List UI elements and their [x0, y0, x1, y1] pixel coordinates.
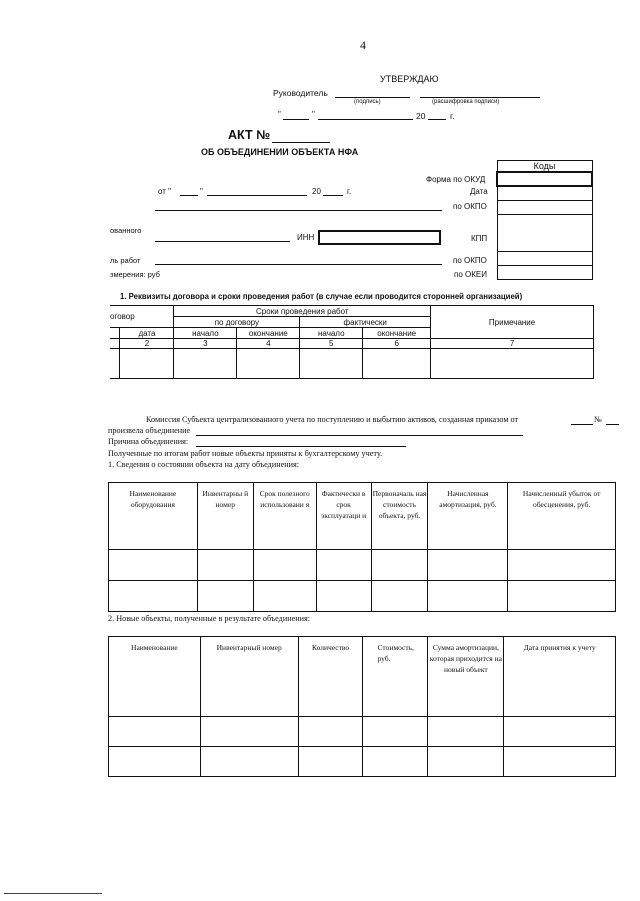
table-cell[interactable]: [428, 717, 504, 747]
okpo1-label: по ОКПО: [453, 202, 487, 211]
date-label: Дата: [470, 187, 488, 196]
signature-line[interactable]: [335, 97, 410, 98]
decode-caption: (расшифровка подписи): [432, 99, 500, 105]
table-row: [109, 747, 616, 777]
table-cell[interactable]: [371, 581, 428, 612]
col-num-2: 2: [120, 339, 174, 349]
t2-header-name: Наименование оборудования: [109, 483, 198, 550]
approval-quote-open: ": [278, 110, 281, 119]
col-num-7: 7: [431, 339, 594, 349]
date-header: дата: [120, 328, 174, 339]
code-kpp-cell[interactable]: [497, 214, 592, 251]
okpo2-label: по ОКПО: [453, 256, 487, 265]
works-left-label: ль работ: [110, 256, 141, 265]
approval-year-prefix: 20: [416, 111, 426, 121]
actual-header: фактически: [300, 317, 431, 328]
code-okud-cell[interactable]: [497, 172, 592, 186]
order-number-sign: №: [594, 415, 602, 424]
commission-line5: 1. Сведения о состоянии объекта на дату объединения:: [108, 460, 300, 469]
table-cell[interactable]: [109, 747, 201, 777]
kpp-label: КПП: [471, 234, 488, 243]
approval-year-suffix: г.: [450, 111, 455, 121]
t3-header-quantity: Количество: [298, 637, 363, 717]
contract-date-cell[interactable]: [120, 349, 174, 379]
code-date-cell[interactable]: [497, 186, 592, 200]
table-cell[interactable]: [504, 747, 616, 777]
end2-cell[interactable]: [363, 349, 431, 379]
t3-header-cost: Стоимость, руб.: [363, 637, 428, 717]
footer-rule: [4, 893, 102, 894]
date-from-label: от ": [158, 187, 171, 196]
table-cell[interactable]: [197, 550, 253, 581]
table-cell[interactable]: [508, 550, 616, 581]
commission-line4: Полученные по итогам работ новые объекты приняты к бухгалтерскому учету.: [108, 449, 383, 458]
order-number-line[interactable]: [606, 424, 619, 425]
act-number-line[interactable]: [272, 142, 330, 143]
head-label: Руководитель: [273, 88, 328, 98]
table-row: [109, 717, 616, 747]
table-cell[interactable]: [316, 581, 371, 612]
table-cell[interactable]: [197, 581, 253, 612]
end1-cell[interactable]: [237, 349, 300, 379]
org-name-line[interactable]: [155, 241, 290, 242]
new-objects-table: [108, 636, 616, 777]
terms-header: Сроки проведения работ: [174, 306, 431, 317]
okud-label: Форма по ОКУД: [426, 175, 486, 184]
col-num-4: 4: [237, 339, 300, 349]
table-cell[interactable]: [316, 550, 371, 581]
table-row: [109, 581, 616, 612]
table-cell[interactable]: [109, 717, 201, 747]
org-line[interactable]: [155, 210, 442, 211]
start1-header: начало: [174, 328, 237, 339]
table-cell[interactable]: [298, 747, 363, 777]
header-year-suffix: г.: [347, 187, 352, 196]
table-cell[interactable]: [109, 550, 198, 581]
merge-reason-line[interactable]: [196, 446, 406, 447]
start1-cell[interactable]: [174, 349, 237, 379]
page-number: 4: [360, 38, 366, 52]
header-day-line[interactable]: [180, 195, 198, 196]
object-state-table: [108, 482, 616, 612]
table-cell[interactable]: [363, 717, 428, 747]
header-date-quote: ": [200, 187, 203, 196]
table-cell[interactable]: [508, 581, 616, 612]
commission-line2: произвела объединение: [108, 426, 191, 435]
t2-header-initial-cost: Первоначаль ная стоимость объекта, руб.: [371, 483, 428, 550]
t3-header-accept-date: Дата принятия к учету: [504, 637, 616, 717]
unit-left-label: змерения: руб: [110, 270, 160, 279]
t3-header-name: Наименование: [109, 637, 201, 717]
code-okpo2-cell[interactable]: [497, 251, 592, 265]
t2-header-actual-term: Фактически в срок эксплуатаци и: [316, 483, 371, 550]
end2-header: окончание: [363, 328, 431, 339]
commission-line3: Причина объединения:: [108, 437, 189, 446]
act-title: АКТ №: [228, 128, 271, 142]
okei-label: по ОКЕИ: [454, 270, 487, 279]
inn-label: ИНН: [297, 233, 315, 242]
table-cell[interactable]: [200, 717, 298, 747]
signature-decode-line[interactable]: [420, 97, 540, 98]
order-date-line[interactable]: [571, 424, 593, 425]
act-subtitle: ОБ ОБЪЕДИНЕНИИ ОБЪЕКТА НФА: [201, 147, 359, 157]
end1-header: окончание: [237, 328, 300, 339]
signature-caption: (подпись): [354, 99, 381, 105]
start2-header: начало: [300, 328, 363, 339]
works-line[interactable]: [155, 264, 442, 265]
table-cell[interactable]: [298, 717, 363, 747]
t2-header-useful-life: Срок полезного использовани я: [253, 483, 316, 550]
table-cell[interactable]: [253, 581, 316, 612]
section2-title: 2. Новые объекты, полученные в результате объединения:: [108, 614, 311, 623]
table-cell[interactable]: [363, 747, 428, 777]
table-cell[interactable]: [504, 717, 616, 747]
by-contract-header: по договору: [174, 317, 300, 328]
t2-header-inventory: Инвентарны й номер: [197, 483, 253, 550]
note-header: Примечание: [431, 306, 594, 339]
commission-line1: Комиссия Субъекта централизованного учета по поступлению и выбытию активов, созданная приказом от: [146, 415, 519, 424]
t3-header-depreciation: Сумма амортизации, которая приходится на новый объект: [428, 637, 504, 717]
approval-month-line[interactable]: [318, 119, 413, 120]
merge-object-line[interactable]: [196, 435, 523, 436]
org-left-label: ованного: [110, 226, 142, 235]
table-cell[interactable]: [200, 747, 298, 777]
section1-title: 1. Реквизиты договора и сроки проведения работ (в случае если проводится сторонней организацией): [120, 292, 523, 301]
inn-field[interactable]: [318, 230, 441, 245]
table-cell[interactable]: [428, 747, 504, 777]
code-okpo1-cell[interactable]: [497, 200, 592, 214]
table-cell[interactable]: [428, 550, 508, 581]
approval-day-line[interactable]: [283, 119, 309, 120]
codes-table: [496, 160, 593, 280]
table-cell[interactable]: [428, 581, 508, 612]
approval-title: УТВЕРЖДАЮ: [380, 74, 439, 84]
approval-year-line[interactable]: [428, 119, 446, 120]
table-cell[interactable]: [253, 550, 316, 581]
table-row: [109, 550, 616, 581]
codes-title: Коды: [497, 161, 592, 173]
t3-header-inventory: Инвентарный номер: [200, 637, 298, 717]
header-year-line[interactable]: [323, 195, 343, 196]
start2-cell[interactable]: [300, 349, 363, 379]
table-cell[interactable]: [371, 550, 428, 581]
col-num-5: 5: [300, 339, 363, 349]
code-okei-cell[interactable]: [497, 265, 592, 279]
col-num-3: 3: [174, 339, 237, 349]
col-num-6: 6: [363, 339, 431, 349]
contract-table: [110, 305, 594, 379]
note-cell[interactable]: [431, 349, 594, 379]
table-cell[interactable]: [109, 581, 198, 612]
t2-header-impairment: Начисленный убыток от обесценения, руб.: [508, 483, 616, 550]
header-month-line[interactable]: [207, 195, 307, 196]
contract-header: оговор: [110, 306, 174, 328]
header-year-prefix: 20: [312, 187, 321, 196]
approval-quote-close: ": [312, 110, 315, 119]
t2-header-depreciation: Начисленная амортизация, руб.: [428, 483, 508, 550]
